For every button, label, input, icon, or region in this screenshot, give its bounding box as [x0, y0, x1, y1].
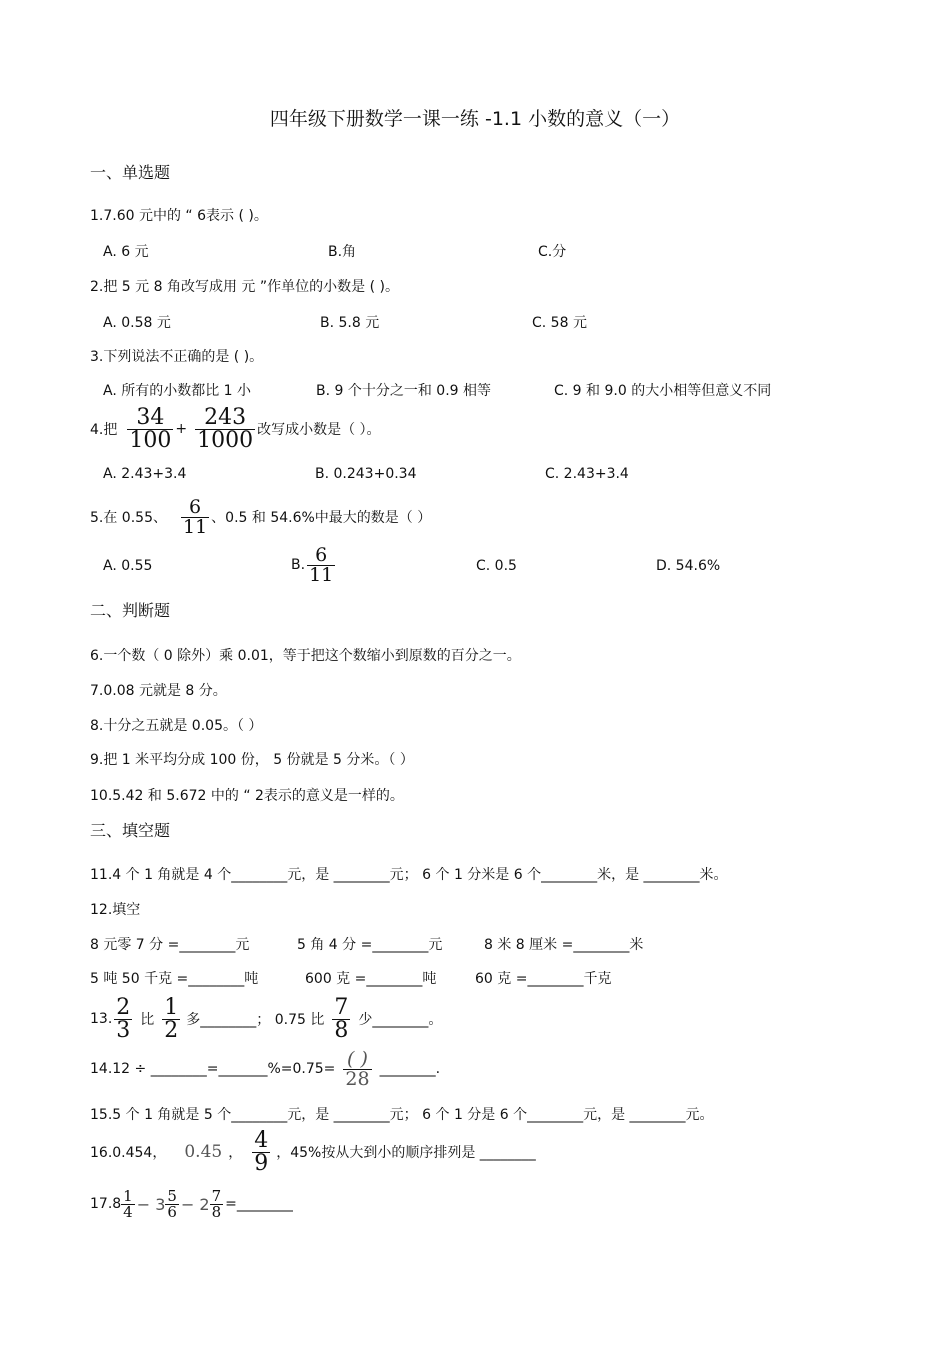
minus-two: − 2 — [180, 1194, 210, 1214]
question-4-stem — [90, 405, 381, 453]
question-13-text: 比 — [140, 1012, 155, 1028]
question-3-stem: 3.下列说法不正确的是 ( )。 — [90, 349, 264, 365]
fraction-1-4 — [121, 1186, 135, 1221]
section-heading-single-choice: 一、单选题 — [90, 163, 171, 182]
question-14-prefix: 14.12 ÷ ________=_______%=0.75= — [90, 1061, 336, 1077]
fraction-numerator: 6 — [315, 543, 328, 566]
fraction-numerator: 7 — [211, 1186, 222, 1205]
question-9: 9.把 1 米平均分成 100 份， 5 份就是 5 分米。（ ） — [90, 752, 414, 768]
question-13 — [90, 994, 442, 1044]
section-heading-true-false: 二、判断题 — [90, 601, 171, 620]
fraction-numerator: ( ) — [347, 1047, 368, 1070]
question-12-item: 60 克 =________千克 — [475, 971, 612, 987]
fraction-6-11 — [307, 543, 335, 586]
question-10: 10.5.42 和 5.672 中的 “ 2表示的意义是一样的。 — [90, 788, 404, 804]
question-3-option-a: A. 所有的小数都比 1 小 — [103, 383, 252, 399]
fraction-denominator: 6 — [167, 1202, 177, 1221]
question-14-suffix: ________. — [379, 1061, 441, 1077]
fraction-7-8 — [332, 994, 350, 1043]
fraction-7-8 — [210, 1186, 224, 1221]
question-16 — [90, 1128, 536, 1176]
fraction-6-11 — [181, 495, 209, 538]
fraction-denominator: 100 — [129, 427, 172, 453]
question-12-heading: 12.填空 — [90, 902, 141, 918]
fraction-numerator: 1 — [123, 1186, 133, 1205]
question-17-suffix: =________ — [225, 1196, 293, 1212]
fraction-numerator: 6 — [189, 495, 202, 518]
fraction-denominator: 8 — [211, 1202, 222, 1221]
fraction-4-9 — [252, 1127, 270, 1176]
question-1-option-c: C.分 — [538, 244, 567, 260]
question-4-option-a: A. 2.43+3.4 — [103, 466, 187, 482]
question-1-option-a: A. 6 元 — [103, 244, 149, 260]
option-label: B. — [291, 557, 306, 573]
fraction-denominator: 3 — [116, 1017, 131, 1043]
question-14 — [90, 1048, 440, 1090]
question-17-prefix: 17.8 — [90, 1196, 122, 1212]
fraction-denominator: 2 — [164, 1017, 179, 1043]
question-7: 7.0.08 元就是 8 分。 — [90, 683, 227, 699]
question-5-option-d: D. 54.6% — [656, 558, 721, 574]
fraction-2-3 — [114, 994, 132, 1043]
page-title: 四年级下册数学一课一练 -1.1 小数的意义（一） — [269, 108, 681, 130]
fraction-numerator: 34 — [136, 404, 165, 430]
question-1-stem: 1.7.60 元中的 “ 6表示 ( )。 — [90, 208, 268, 224]
question-1-option-b: B.角 — [328, 244, 357, 260]
question-5-option-c: C. 0.5 — [476, 558, 517, 574]
question-15: 15.5 个 1 角就是 5 个________元，是 ________元； 6 个 1 分是 6 个________元，是 ________元。 — [90, 1107, 714, 1123]
fraction-34-100 — [127, 404, 173, 453]
question-6: 6.一个数（ 0 除外）乘 0.01，等于把这个数缩小到原数的百分之一。 — [90, 648, 521, 664]
question-16-prefix: 16.0.454， — [90, 1145, 167, 1161]
fraction-denominator: 9 — [254, 1150, 269, 1176]
question-12-item: 8 米 8 厘米 =________米 — [484, 937, 644, 953]
question-16-suffix: ，45%按从大到小的顺序排列是 ________ — [276, 1145, 536, 1161]
question-13-suffix: 少________。 — [358, 1012, 443, 1028]
question-12-item: 5 角 4 分 =________元 — [297, 937, 443, 953]
fraction-numerator: 7 — [334, 994, 349, 1020]
fraction-243-1000 — [195, 404, 255, 453]
question-4-prefix: 4.把 — [90, 422, 118, 438]
comma: ， — [228, 1145, 243, 1161]
question-12-item: 8 元零 7 分 =________元 — [90, 937, 250, 953]
question-4-suffix: 改写成小数是（ ）。 — [257, 422, 381, 438]
section-heading-fill-blank: 三、填空题 — [90, 821, 171, 840]
question-17 — [90, 1182, 293, 1226]
question-5-stem — [90, 497, 431, 537]
question-3-option-c: C. 9 和 9.0 的大小相等但意义不同 — [554, 383, 772, 399]
fraction-denominator: 1000 — [197, 427, 254, 453]
fraction-denominator: 11 — [182, 515, 208, 538]
question-5-suffix: 、0.5 和 54.6%中最大的数是（ ） — [211, 510, 432, 526]
question-2-stem: 2.把 5 元 8 角改写成用 元 ”作单位的小数是 ( )。 — [90, 279, 399, 295]
question-3-option-b: B. 9 个十分之一和 0.9 相等 — [316, 383, 492, 399]
fraction-blank-28 — [343, 1047, 371, 1090]
fraction-denominator: 28 — [345, 1067, 370, 1090]
question-12-item: 600 克 =________吨 — [305, 971, 437, 987]
fraction-numerator: 4 — [254, 1127, 269, 1153]
question-5-option-b — [291, 545, 337, 585]
fraction-1-2 — [162, 994, 180, 1043]
fraction-denominator: 8 — [334, 1017, 349, 1043]
fraction-numerator: 243 — [204, 404, 247, 430]
fraction-denominator: 11 — [309, 563, 334, 586]
plus-sign: + — [175, 421, 188, 437]
question-8: 8.十分之五就是 0.05。（ ） — [90, 718, 263, 734]
fraction-denominator: 4 — [123, 1202, 133, 1221]
fraction-numerator: 2 — [116, 994, 131, 1020]
value-0-45: 0.45 — [184, 1142, 223, 1162]
question-2-option-a: A. 0.58 元 — [103, 315, 171, 331]
fraction-5-6 — [165, 1186, 179, 1221]
question-13-text: 多________； 0.75 比 — [186, 1012, 325, 1028]
question-13-prefix: 13. — [90, 1011, 113, 1027]
fraction-numerator: 5 — [167, 1186, 177, 1205]
question-4-option-c: C. 2.43+3.4 — [545, 466, 629, 482]
question-2-option-c: C. 58 元 — [532, 315, 587, 331]
minus-three: − 3 — [136, 1194, 166, 1214]
fraction-numerator: 1 — [164, 994, 179, 1020]
question-5-prefix: 5.在 0.55、 — [90, 510, 167, 526]
question-4-option-b: B. 0.243+0.34 — [315, 466, 417, 482]
question-2-option-b: B. 5.8 元 — [320, 315, 380, 331]
question-5-option-a: A. 0.55 — [103, 558, 153, 574]
question-11: 11.4 个 1 角就是 4 个________元，是 ________元； 6 个 1 分米是 6 个________米，是 ________米。 — [90, 867, 728, 883]
question-12-item: 5 吨 50 千克 =________吨 — [90, 971, 259, 987]
